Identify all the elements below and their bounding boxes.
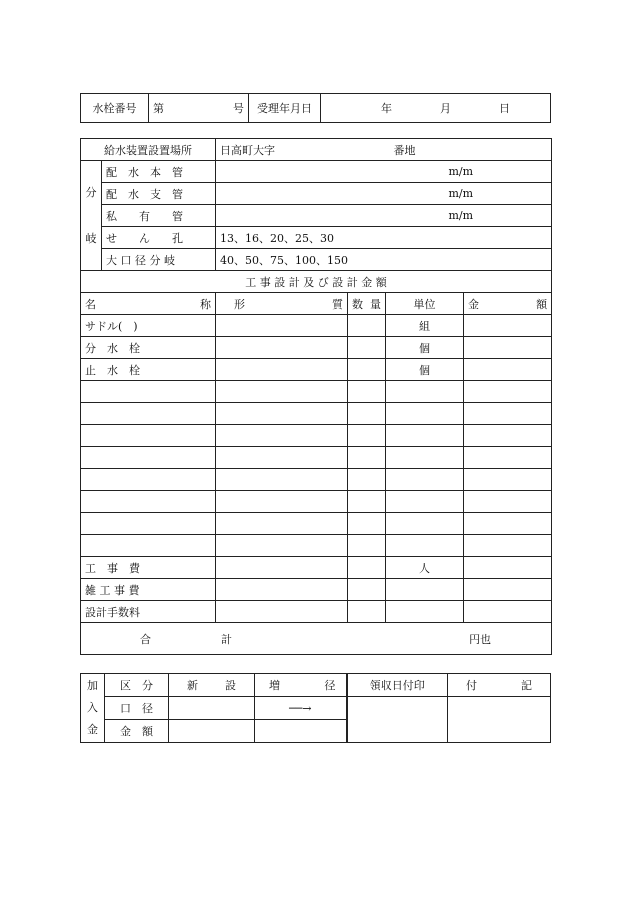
item-name (81, 403, 216, 425)
item-name (81, 535, 216, 557)
item-quantity[interactable] (348, 579, 386, 601)
fee-bore-label: 口 径 (105, 697, 169, 720)
notes-area[interactable] (448, 697, 551, 743)
item-quantity[interactable] (348, 469, 386, 491)
item-quantity[interactable] (348, 359, 386, 381)
item-amount[interactable] (464, 469, 552, 491)
item-unit (386, 381, 464, 403)
fee-increase-header: 増 径 (255, 674, 347, 697)
fee-bore-new-field[interactable] (169, 697, 255, 720)
table-row (81, 425, 552, 447)
table-row (81, 601, 552, 623)
item-form[interactable] (216, 535, 348, 557)
item-name (81, 491, 216, 513)
location-label: 給水装置設置場所 (81, 139, 216, 161)
item-name: 設計手数料 (81, 601, 216, 623)
item-unit (386, 469, 464, 491)
branch-label-private: 私 有 管 (102, 205, 216, 227)
item-quantity[interactable] (348, 513, 386, 535)
fee-new-header: 新 設 (169, 674, 255, 697)
item-quantity[interactable] (348, 557, 386, 579)
item-form[interactable] (216, 491, 348, 513)
item-amount[interactable] (464, 359, 552, 381)
table-row (81, 557, 552, 579)
item-unit: 組 (386, 315, 464, 337)
branch-side-label: 分 岐 (81, 161, 102, 271)
item-amount[interactable] (464, 491, 552, 513)
item-unit (386, 579, 464, 601)
table-row (81, 447, 552, 469)
received-date-field[interactable]: 年 月 日 (321, 94, 551, 123)
item-quantity[interactable] (348, 337, 386, 359)
item-amount[interactable] (464, 381, 552, 403)
item-unit (386, 403, 464, 425)
design-title: 工 事 設 計 及 び 設 計 金 額 (81, 271, 552, 293)
table-row (81, 513, 552, 535)
item-amount[interactable] (464, 557, 552, 579)
item-name: 分 水 栓 (81, 337, 216, 359)
fee-amount-new-field[interactable] (169, 720, 255, 743)
item-amount[interactable] (464, 513, 552, 535)
item-quantity[interactable] (348, 447, 386, 469)
item-name: サドル( ) (81, 315, 216, 337)
notes-label: 付 記 (448, 674, 551, 697)
item-form[interactable] (216, 359, 348, 381)
item-name (81, 381, 216, 403)
branch-label-main: 配 水 本 管 (102, 161, 216, 183)
item-name (81, 425, 216, 447)
branch-label-sub: 配 水 支 管 (102, 183, 216, 205)
item-form[interactable] (216, 579, 348, 601)
item-amount[interactable] (464, 535, 552, 557)
item-quantity[interactable] (348, 491, 386, 513)
item-amount[interactable] (464, 425, 552, 447)
table-row (81, 381, 552, 403)
branch-label-large: 大 口 径 分 岐 (102, 249, 216, 271)
table-row (81, 579, 552, 601)
item-unit (386, 601, 464, 623)
item-amount[interactable] (464, 315, 552, 337)
item-form[interactable] (216, 315, 348, 337)
item-form[interactable] (216, 447, 348, 469)
item-form[interactable] (216, 513, 348, 535)
fee-side-label: 加 入 金 (81, 674, 105, 743)
receipt-stamp-label: 領収日付印 (347, 674, 448, 697)
item-unit (386, 535, 464, 557)
fee-amount-increase-field[interactable] (255, 720, 347, 743)
item-unit: 個 (386, 359, 464, 381)
fee-table (80, 673, 551, 743)
item-form[interactable] (216, 469, 348, 491)
item-form[interactable] (216, 403, 348, 425)
fee-kubun-label: 区 分 (105, 674, 169, 697)
item-form[interactable] (216, 337, 348, 359)
branch-label-drill: せ ん 孔 (102, 227, 216, 249)
table-row (81, 337, 552, 359)
item-quantity[interactable] (348, 381, 386, 403)
column-headers: 名 称 形 質 数 量 単位 金 額 (81, 293, 552, 315)
faucet-number-field[interactable]: 第 号 (149, 94, 249, 123)
table-row (81, 535, 552, 557)
receipt-stamp-area[interactable] (347, 697, 448, 743)
table-row (81, 491, 552, 513)
item-unit (386, 425, 464, 447)
design-table (80, 138, 552, 655)
item-name: 雑 工 事 費 (81, 579, 216, 601)
item-name: 工 事 費 (81, 557, 216, 579)
branch-value-main[interactable]: m/m (216, 161, 552, 183)
item-unit: 個 (386, 337, 464, 359)
table-row (81, 359, 552, 381)
header-table (80, 93, 551, 123)
item-unit (386, 491, 464, 513)
table-row (81, 469, 552, 491)
branch-value-drill[interactable]: 13、16、20、25、30 (216, 227, 552, 249)
branch-value-large[interactable]: 40、50、75、100、150 (216, 249, 552, 271)
item-quantity[interactable] (348, 601, 386, 623)
item-form[interactable] (216, 557, 348, 579)
item-unit (386, 513, 464, 535)
item-name (81, 469, 216, 491)
item-name (81, 513, 216, 535)
item-form[interactable] (216, 601, 348, 623)
item-name (81, 447, 216, 469)
item-quantity[interactable] (348, 403, 386, 425)
item-unit: 人 (386, 557, 464, 579)
table-row (81, 403, 552, 425)
branch-value-private[interactable]: m/m (216, 205, 552, 227)
item-form[interactable] (216, 381, 348, 403)
received-date-label: 受理年月日 (249, 94, 321, 123)
item-quantity[interactable] (348, 425, 386, 447)
location-field[interactable]: 日高町大字 番地 (216, 139, 552, 161)
faucet-number-label: 水栓番号 (81, 94, 149, 123)
fee-amount-label: 金 額 (105, 720, 169, 743)
item-amount[interactable] (464, 403, 552, 425)
total-row: 合 計 円也 (81, 623, 552, 655)
item-name: 止 水 栓 (81, 359, 216, 381)
table-row (81, 315, 552, 337)
item-amount[interactable] (464, 337, 552, 359)
item-form[interactable] (216, 425, 348, 447)
item-amount[interactable] (464, 579, 552, 601)
item-amount[interactable] (464, 601, 552, 623)
item-unit (386, 447, 464, 469)
item-amount[interactable] (464, 447, 552, 469)
item-quantity[interactable] (348, 535, 386, 557)
item-quantity[interactable] (348, 315, 386, 337)
branch-value-sub[interactable]: m/m (216, 183, 552, 205)
fee-bore-increase-field[interactable]: ──→ (255, 697, 347, 720)
